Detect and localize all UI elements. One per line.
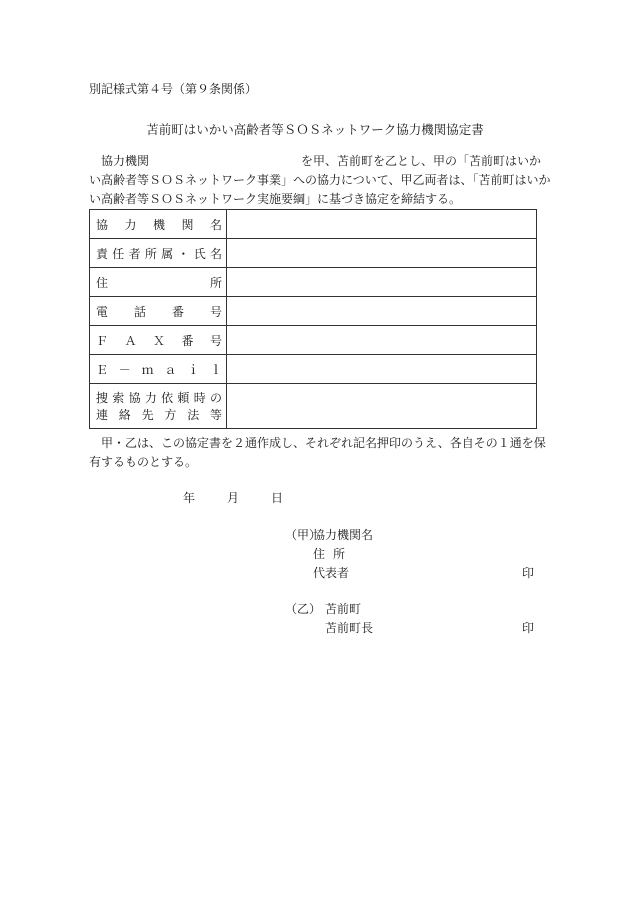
table-row-value[interactable] (227, 239, 537, 268)
row-label-text: 協 力 機 関 名 (96, 217, 222, 232)
date-year: 年 (183, 491, 196, 505)
table-row-label (90, 384, 227, 429)
table-row-value[interactable] (227, 268, 537, 297)
table-row (90, 297, 537, 326)
date-month: 月 (227, 491, 240, 505)
row-label-text: 責 任 者 所 属 ・ 氏 名 (96, 246, 222, 261)
table-row (90, 355, 537, 384)
document-title: 苫前町はいかい高齢者等ＳＯＳネットワーク協力機関協定書 (146, 122, 484, 137)
party-b-seal: 印 (522, 621, 535, 635)
table-row-label (90, 210, 227, 239)
table-row-label (90, 326, 227, 355)
row-label-text: Ｅ － ｍ ａ ｉ ｌ (96, 362, 222, 377)
party-b-name: 苫前町 (325, 602, 362, 616)
row-label-line-1: 捜 索 協 力 依 頼 時 の (96, 391, 222, 405)
intro-line-1-rest: を甲、苫前町を乙とし、甲の「苫前町はいか (301, 154, 542, 168)
table-row (90, 384, 537, 429)
table-row-label (90, 239, 227, 268)
date-row (183, 489, 283, 506)
row-label-text: Ｆ Ａ Ｘ 番 号 (96, 333, 222, 348)
table-row-label (90, 355, 227, 384)
party-b-head: 苫前町長 (325, 621, 374, 635)
closing-line-1-text: 甲・乙は、この協定書を２通作成し、それぞれ記名押印のうえ、各自その１通を保 (101, 436, 546, 450)
closing-line-1 (89, 434, 544, 453)
party-a-seal: 印 (522, 566, 535, 580)
table-row-value[interactable] (227, 210, 537, 239)
table-row-value[interactable] (227, 297, 537, 326)
form-number: 別記様式第４号（第９条関係） (89, 82, 258, 96)
table-row (90, 239, 537, 268)
party-a-representative: 代表者 (313, 566, 350, 580)
party-b-label: （乙） (285, 602, 322, 616)
intro-partner-label: 協力機関 (101, 154, 150, 168)
table-row (90, 326, 537, 355)
intro-line-1 (89, 152, 544, 171)
closing-line-2: 有するものとする。 (89, 455, 198, 469)
table-row-value[interactable] (227, 326, 537, 355)
table-row-label (90, 268, 227, 297)
table-row (90, 268, 537, 297)
info-table (89, 209, 537, 429)
party-a-label: （甲） (285, 528, 322, 542)
intro-paragraph (89, 152, 551, 209)
table-row-value[interactable] (227, 384, 537, 429)
table-row-label (90, 297, 227, 326)
row-label-text: 住 所 (96, 275, 222, 290)
row-label-line-2: 連 絡 先 方 法 等 (96, 408, 222, 422)
party-a-address: 住所 (313, 547, 354, 561)
party-a-name: 協力機関名 (313, 528, 374, 542)
intro-line-2: い高齢者等ＳＯＳネットワーク事業」への協力について、甲乙両者は、「苫前町はいか (89, 173, 551, 187)
table-row (90, 210, 537, 239)
intro-line-3: い高齢者等ＳＯＳネットワーク実施要綱」に基づき協定を締結する。 (89, 192, 462, 206)
table-row-value[interactable] (227, 355, 537, 384)
row-label-text: 電 話 番 号 (96, 304, 222, 319)
date-day: 日 (271, 491, 284, 505)
closing-paragraph (89, 434, 544, 472)
